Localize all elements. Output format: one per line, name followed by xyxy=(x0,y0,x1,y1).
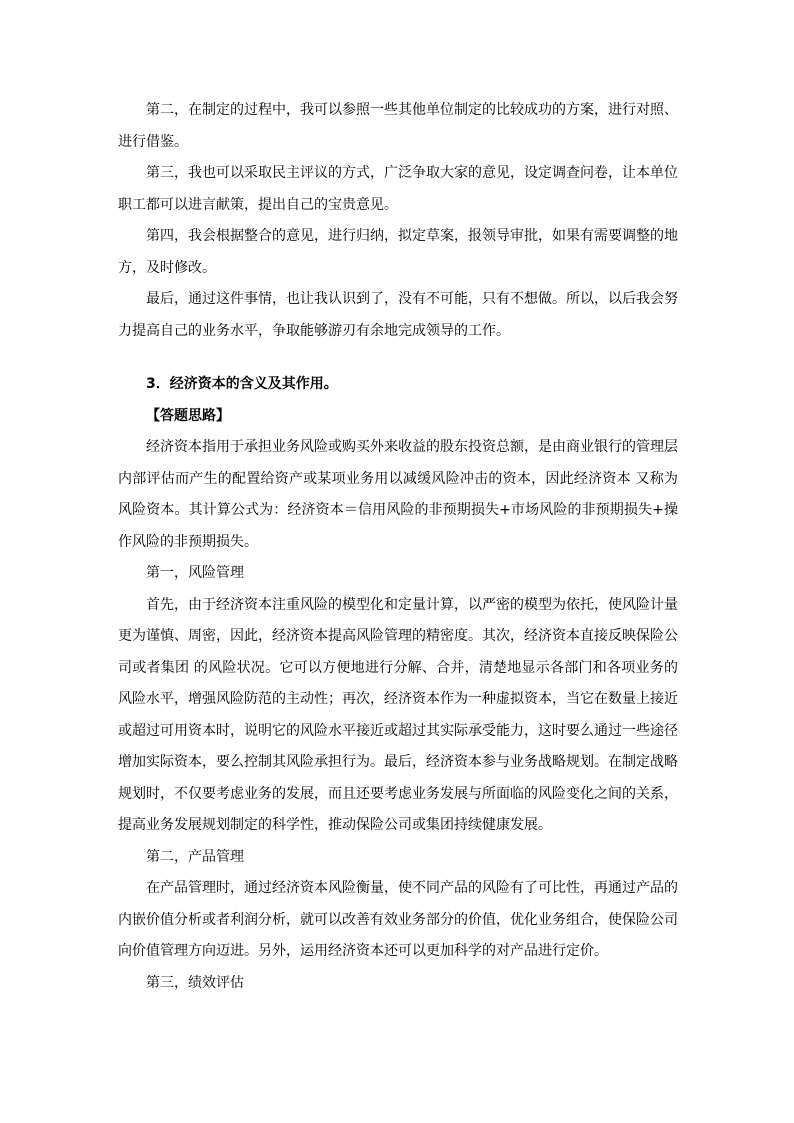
section-gap xyxy=(118,347,678,369)
subheading-product-management: 第二，产品管理 xyxy=(146,848,244,865)
paragraph: 经济资本指用于承担业务风险或购买外来收益的股东投资总额，是由商业银行的管理层内部评估而产生的配置给资产或某项业务用以减缓风险冲击的资本，因此经济资本 又称为风险资本。其计算公式为：经济资本＝信用风险的非预期损失+市场风险的非预期损失+操作风险的非预期损失。 xyxy=(118,439,678,550)
paragraph: 最后，通过这件事情，也让我认识到了，没有不可能，只有不想做。所以，以后我会努力提高自己的业务水平，争取能够游刃有余地完成领导的工作。 xyxy=(118,291,678,339)
paragraph: 第四，我会根据整合的意见，进行归纳，拟定草案，报领导审批，如果有需要调整的地方，及时修改。 xyxy=(118,228,678,276)
question-heading: 3．经济资本的含义及其作用。 xyxy=(146,376,338,392)
answer-tag: 【答题思路】 xyxy=(146,407,230,424)
subheading-performance-evaluation: 第三，绩效评估 xyxy=(146,974,244,991)
paragraph: 在产品管理时，通过经济资本风险衡量，使不同产品的风险有了可比性，再通过产品的内嵌价值分析或者利润分析，就可以改善有效业务部分的价值，优化业务组合，使保险公司向价值管理方向迈进。另外，运用经济资本还可以更加科学的对产品进行定价。 xyxy=(118,880,678,959)
paragraph: 第二，在制定的过程中，我可以参照一些其他单位制定的比较成功的方案，进行对照、进行借鉴。 xyxy=(118,102,678,150)
subheading-risk-management: 第一，风险管理 xyxy=(146,565,244,581)
paragraph: 首先，由于经济资本注重风险的模型化和定量计算，以严密的模型为依托，使风险计量更为谨慎、周密，因此，经济资本提高风险管理的精密度。其次，经济资本直接反映保险公司或者集团 的风险状况。它可以方便地进行分解、合并，清楚地显示各部门和各项业务的风险水平，增强风险防范的主动性；再次，经济资本作为一种虚拟资本，当它在数量上接近或超过可用资本时，说明它的风险水平接近或超过其实际承受能力，这时要么通过一些途径增加实际资本，要么控制其风险承担行为。最后，经济资本参与业务战略规划。在制定战略规划时，不仅要考虑业务的发展，而且还要考虑业务发展与所面临的风险变化之间的关系，提高业务发展规划制定的科学性，推动保险公司或集团持续健康发展。 xyxy=(118,596,678,833)
document-body xyxy=(118,95,678,999)
paragraph: 第三，我也可以采取民主评议的方式，广泛争取大家的意见，设定调查问卷，让本单位职工都可以进言献策，提出自己的宝贵意见。 xyxy=(118,165,678,213)
